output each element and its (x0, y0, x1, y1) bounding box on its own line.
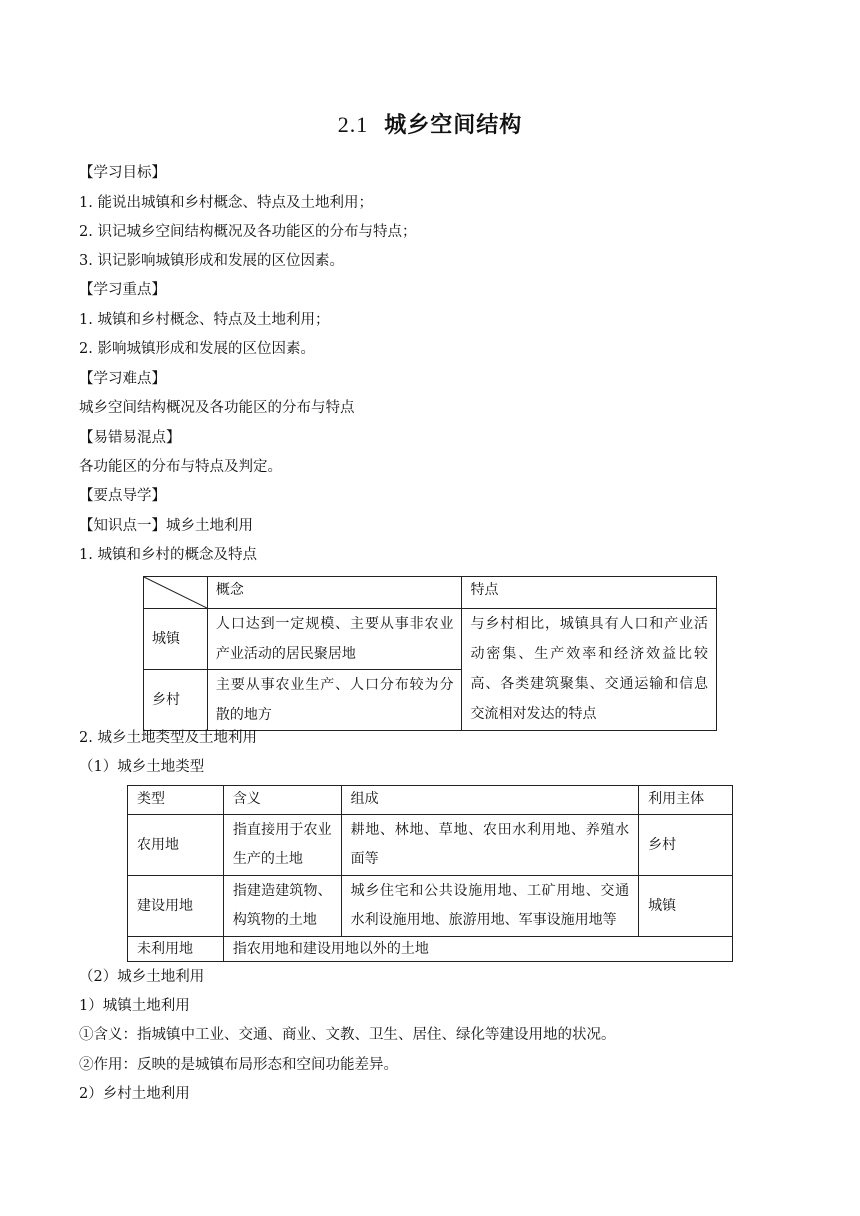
table-cell: 未利用地 (128, 937, 224, 962)
table-header-row (128, 786, 733, 815)
title-text: 城乡空间结构 (384, 112, 523, 138)
land-type-table (127, 785, 733, 962)
town-rural-concept-table (143, 576, 717, 731)
goal-item: 3. 识记影响城镇形成和发展的区位因素。 (79, 253, 344, 269)
diagonal-header-cell (144, 577, 208, 609)
table-header-cell: 含义 (223, 786, 341, 815)
table-row (128, 815, 733, 876)
confusing-heading: 【易错易混点】 (79, 430, 181, 446)
subsection-heading: （2）城乡土地利用 (79, 969, 205, 985)
table-header-cell: 利用主体 (639, 786, 733, 815)
subsection-heading: （1）城乡土地类型 (79, 759, 205, 775)
page-title (0, 108, 860, 139)
key-item: 1. 城镇和乡村概念、特点及土地利用； (79, 312, 330, 328)
table-row (144, 609, 717, 670)
table-header-cell: 类型 (128, 786, 224, 815)
key-item: 2. 影响城镇形成和发展的区位因素。 (79, 341, 315, 357)
table-cell: 建设用地 (128, 876, 224, 937)
difficult-heading: 【学习难点】 (79, 371, 166, 387)
subsection-heading: 1）城镇土地利用 (79, 998, 190, 1014)
table-cell: 指直接用于农业生产的土地 (223, 815, 341, 876)
table-cell: 城乡住宅和公共设施用地、工矿用地、交通水利设施用地、旅游用地、军事设施用地等 (341, 876, 638, 937)
goals-heading: 【学习目标】 (79, 165, 166, 181)
table-cell: 人口达到一定规模、主要从事非农业产业活动的居民聚居地 (207, 609, 462, 670)
table-cell: 指农用地和建设用地以外的土地 (223, 937, 732, 962)
table-cell: 农用地 (128, 815, 224, 876)
diagonal-line (144, 577, 207, 608)
table-row (128, 876, 733, 937)
subsection-heading: 2）乡村土地利用 (79, 1086, 190, 1102)
table-header-cell: 特点 (462, 577, 717, 609)
row-label: 乡村 (144, 670, 208, 731)
table-cell: 乡村 (639, 815, 733, 876)
title-number: 2.1 (337, 112, 369, 137)
table-cell: 主要从事农业生产、人口分布较为分散的地方 (207, 670, 462, 731)
table-header-cell: 概念 (207, 577, 462, 609)
table-cell: 指建造建筑物、构筑物的土地 (223, 876, 341, 937)
guide-heading: 【要点导学】 (79, 488, 166, 504)
section-item: 2. 城乡土地类型及土地利用 (79, 730, 257, 746)
table-cell-shared-feature: 与乡村相比，城镇具有人口和产业活动密集、生产效率和经济效益比较高、各类建筑聚集、交通运输和信息交流相对发达的特点 (462, 609, 717, 731)
goal-item: 2. 识记城乡空间结构概况及各功能区的分布与特点； (79, 224, 417, 240)
table-cell: 城镇 (639, 876, 733, 937)
confusing-text: 各功能区的分布与特点及判定。 (79, 459, 282, 475)
table-row (128, 937, 733, 962)
key-heading: 【学习重点】 (79, 282, 166, 298)
knowledge-point-heading: 【知识点一】城乡土地利用 (79, 518, 253, 534)
row-label: 城镇 (144, 609, 208, 670)
paragraph-text: ②作用：反映的是城镇布局形态和空间功能差异。 (79, 1057, 398, 1073)
section-item: 1. 城镇和乡村的概念及特点 (79, 547, 257, 563)
difficult-text: 城乡空间结构概况及各功能区的分布与特点 (79, 400, 355, 416)
table-header-row (144, 577, 717, 609)
paragraph-text: ①含义：指城镇中工业、交通、商业、文教、卫生、居住、绿化等建设用地的状况。 (79, 1027, 616, 1043)
table-header-cell: 组成 (341, 786, 638, 815)
table-cell: 耕地、林地、草地、农田水利用地、养殖水面等 (341, 815, 638, 876)
goal-item: 1. 能说出城镇和乡村概念、特点及土地利用； (79, 195, 373, 211)
